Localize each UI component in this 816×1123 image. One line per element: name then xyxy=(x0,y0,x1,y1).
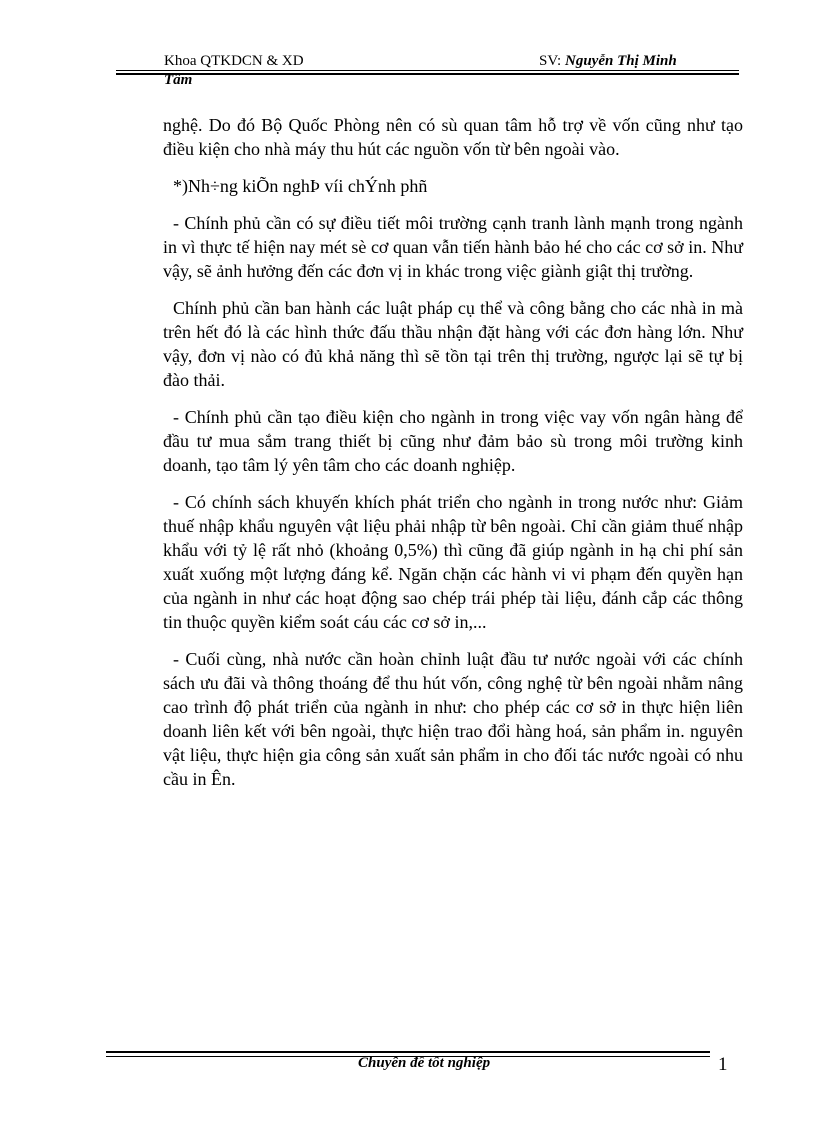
header-student-prefix: SV: xyxy=(539,53,565,69)
header-student-name-cont: Tâm xyxy=(164,72,193,88)
paragraph: - Chính phủ cần tạo điều kiện cho ngành in trong việc vay vốn ngân hàng để đầu tư mua sắm trang thiết bị cũng như đảm bảo sù trong môi trường kinh doanh, tạo tâm lý yên tâm cho các doanh nghiệp. xyxy=(163,407,743,475)
header-faculty: Khoa QTKDCN & XD xyxy=(164,53,304,69)
header-rule-thick xyxy=(116,73,739,75)
paragraph: Chính phủ cần ban hành các luật pháp cụ thể và công bằng cho các nhà in mà trên hết đó là các hình thức đấu thầu nhận đặt hàng với các đơn hàng lớn. Như vậy, đơn vị nào có đủ khả năng thì sẽ tồn tại trên thị trường, ngược lại sẽ tự bị đào thải. xyxy=(163,298,743,390)
paragraph: - Chính phủ cần có sự điều tiết môi trường cạnh tranh lành mạnh trong ngành in vì thực tế hiện nay mét sè cơ quan vẫn tiến hành bảo hé cho các cơ sở in. Như vậy, sẽ ảnh hưởng đến các đơn vị in khác trong việc giành giật thị trường. xyxy=(163,213,743,281)
paragraph: nghệ. Do đó Bộ Quốc Phòng nên có sù quan tâm hỗ trợ về vốn cũng như tạo điều kiện cho nhà máy thu hút các nguồn vốn từ bên ngoài vào. xyxy=(163,115,743,159)
header-student-name: Nguyễn Thị Minh xyxy=(564,53,677,69)
paragraph: - Cuối cùng, nhà nước cần hoàn chỉnh luật đầu tư nước ngoài với các chính sách ưu đãi và thông thoáng để thu hút vốn, công nghệ từ bên ngoài nhằm nâng cao trình độ phát triển của ngành in như: cho phép các cơ sở in thực hiện liên doanh liên kết với bên ngoài, thực hiện trao đổi hàng hoá, sản phẩm in. nguyên vật liệu, thực hiện gia công sản xuất sản phẩm in cho đối tác nước ngoài có nhu cầu in Ên. xyxy=(163,649,743,789)
document-body xyxy=(163,113,743,804)
footer-title: Chuyên đề tốt nghiệp xyxy=(358,1055,491,1071)
footer-rule-thick xyxy=(106,1051,710,1053)
section-heading: *)Nh÷ng kiÕn nghÞ víi chÝnh phñ xyxy=(173,176,428,196)
page-number: 1 xyxy=(718,1054,728,1075)
paragraph: - Có chính sách khuyến khích phát triển cho ngành in trong nước như: Giảm thuế nhập khẩu nguyên vật liệu phải nhập từ bên ngoài. Chỉ cần giảm thuế nhập khẩu với tỷ lệ rất nhỏ (khoảng 0,5%) thì cũng đã giúp ngành in hạ chi phí sản xuất xuống một lượng đáng kể. Ngăn chặn các hành vi vi phạm đến quyền hạn của ngành in như các hoạt động sao chép trái phép tài liệu, đánh cắp các thông tin thuộc quyền kiểm soát cáu các cơ sở in,... xyxy=(163,492,743,632)
header-student xyxy=(539,53,677,70)
header-rule-thin xyxy=(116,70,739,71)
